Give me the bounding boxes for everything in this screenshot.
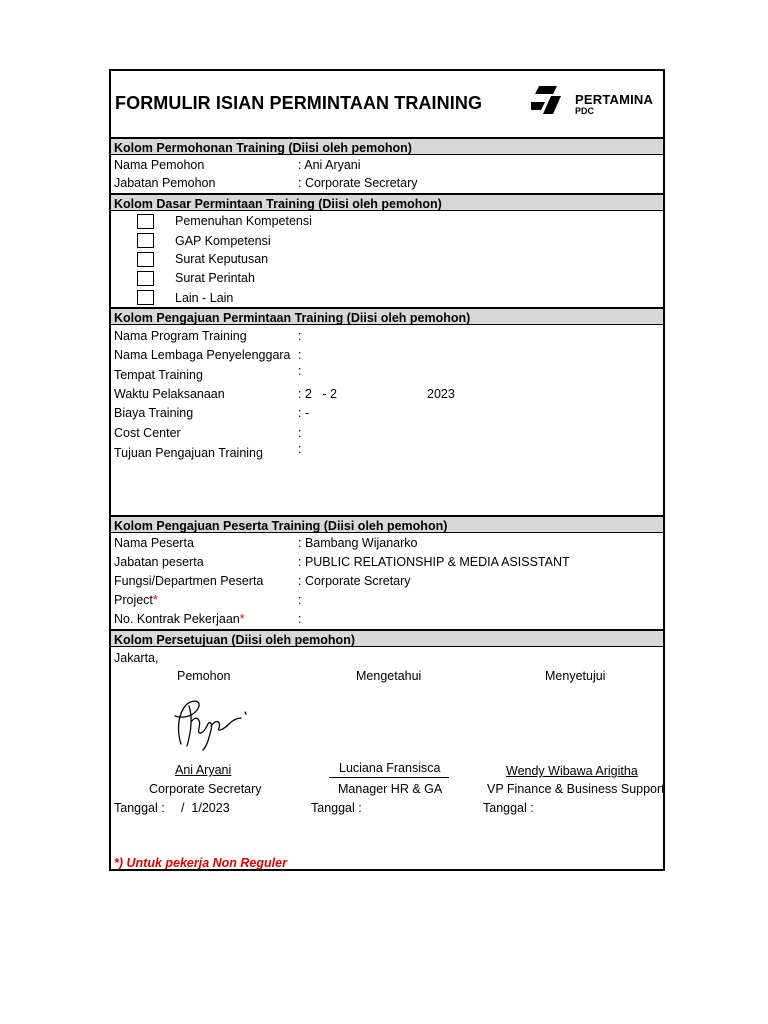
label-nama-program: Nama Program Training (114, 329, 247, 343)
training-request-form (109, 69, 665, 871)
option-surat-perintah: Surat Perintah (175, 271, 255, 285)
value-biaya[interactable]: : - (298, 406, 310, 420)
section-permohonan-header: Kolom Permohonan Training (Diisi oleh pemohon) (111, 137, 663, 155)
label-nama-peserta: Nama Peserta (114, 536, 194, 550)
signer-name-menyetujui: Wendy Wibawa Arigitha (506, 764, 638, 778)
logo-name: PERTAMINA (575, 92, 654, 107)
value-nama-program[interactable]: : (298, 329, 302, 343)
value-project[interactable]: : (298, 593, 302, 607)
checkbox-pemenuhan-kompetensi[interactable] (137, 214, 154, 229)
form-title: FORMULIR ISIAN PERMINTAAN TRAINING (115, 93, 483, 113)
option-gap-kompetensi: GAP Kompetensi (175, 234, 271, 248)
label-jabatan-peserta: Jabatan peserta (114, 555, 204, 569)
signer-underline-mengetahui (329, 761, 449, 778)
label-nama-pemohon: Nama Pemohon (114, 158, 205, 172)
section-dasar-header: Kolom Dasar Permintaan Training (Diisi oleh pemohon) (111, 193, 663, 211)
role-menyetujui: Menyetujui (545, 669, 606, 683)
option-pemenuhan-kompetensi: Pemenuhan Kompetensi (175, 214, 312, 228)
pertamina-logo-icon (531, 82, 571, 118)
label-cost-center: Cost Center (114, 426, 181, 440)
value-waktu[interactable]: : 2 - 2 (298, 387, 337, 401)
signature-ani-aryani (167, 696, 251, 754)
value-jabatan-pemohon[interactable]: : Corporate Secretary (298, 176, 418, 190)
checkbox-lain-lain[interactable] (137, 290, 154, 305)
checkbox-surat-keputusan[interactable] (137, 252, 154, 267)
value-lembaga[interactable]: : (298, 348, 302, 362)
label-kontrak: No. Kontrak Pekerjaan* (114, 612, 245, 626)
required-mark: * (152, 593, 158, 607)
value-waktu-year: 2023 (427, 387, 455, 401)
value-fungsi-peserta[interactable]: : Corporate Scretary (298, 574, 411, 588)
footnote-non-reguler: *) Untuk pekerja Non Reguler (114, 856, 287, 870)
date-label-mengetahui: Tanggal : (311, 801, 362, 815)
logo-sub: PDC (575, 106, 595, 116)
signer-position-pemohon: Corporate Secretary (149, 782, 262, 796)
section-peserta-header: Kolom Pengajuan Peserta Training (Diisi oleh pemohon) (111, 515, 663, 533)
value-kontrak[interactable]: : (298, 612, 302, 626)
label-waktu: Waktu Pelaksanaan (114, 387, 225, 401)
place-label: Jakarta, (114, 651, 159, 665)
signer-position-mengetahui: Manager HR & GA (338, 782, 443, 796)
required-mark: * (239, 612, 245, 626)
label-lembaga: Nama Lembaga Penyelenggara (114, 348, 291, 362)
role-pemohon: Pemohon (177, 669, 231, 683)
date-label-menyetujui: Tanggal : (483, 801, 534, 815)
checkbox-surat-perintah[interactable] (137, 271, 154, 286)
value-nama-pemohon[interactable]: : Ani Aryani (298, 158, 361, 172)
date-value-pemohon[interactable]: / 1/2023 (181, 801, 230, 815)
value-nama-peserta[interactable]: : Bambang Wijanarko (298, 536, 418, 550)
value-jabatan-peserta[interactable]: : PUBLIC RELATIONSHIP & MEDIA ASISSTANT (298, 555, 570, 569)
signer-position-menyetujui: VP Finance & Business Support (487, 782, 665, 796)
label-jabatan-pemohon: Jabatan Pemohon (114, 176, 216, 190)
option-lain-lain: Lain - Lain (175, 291, 234, 305)
value-cost-center[interactable]: : (298, 426, 302, 440)
label-project: Project* (114, 593, 158, 607)
date-label-pemohon: Tanggal : (114, 801, 165, 815)
form-header (111, 71, 663, 138)
signer-name-pemohon: Ani Aryani (175, 763, 232, 777)
value-tempat[interactable]: : (298, 364, 302, 378)
company-logo (531, 80, 655, 120)
label-fungsi-peserta: Fungsi/Departmen Peserta (114, 574, 264, 588)
label-tempat: Tempat Training (114, 368, 203, 382)
label-tujuan: Tujuan Pengajuan Training (114, 446, 263, 460)
signer-name-mengetahui: Luciana Fransisca (339, 761, 441, 775)
checkbox-gap-kompetensi[interactable] (137, 233, 154, 248)
section-pengajuan-header: Kolom Pengajuan Permintaan Training (Diisi oleh pemohon) (111, 307, 663, 325)
option-surat-keputusan: Surat Keputusan (175, 252, 269, 266)
value-tujuan[interactable]: : (298, 442, 302, 456)
role-mengetahui: Mengetahui (356, 669, 422, 683)
label-biaya: Biaya Training (114, 406, 194, 420)
section-persetujuan-header: Kolom Persetujuan (Diisi oleh pemohon) (111, 629, 663, 647)
